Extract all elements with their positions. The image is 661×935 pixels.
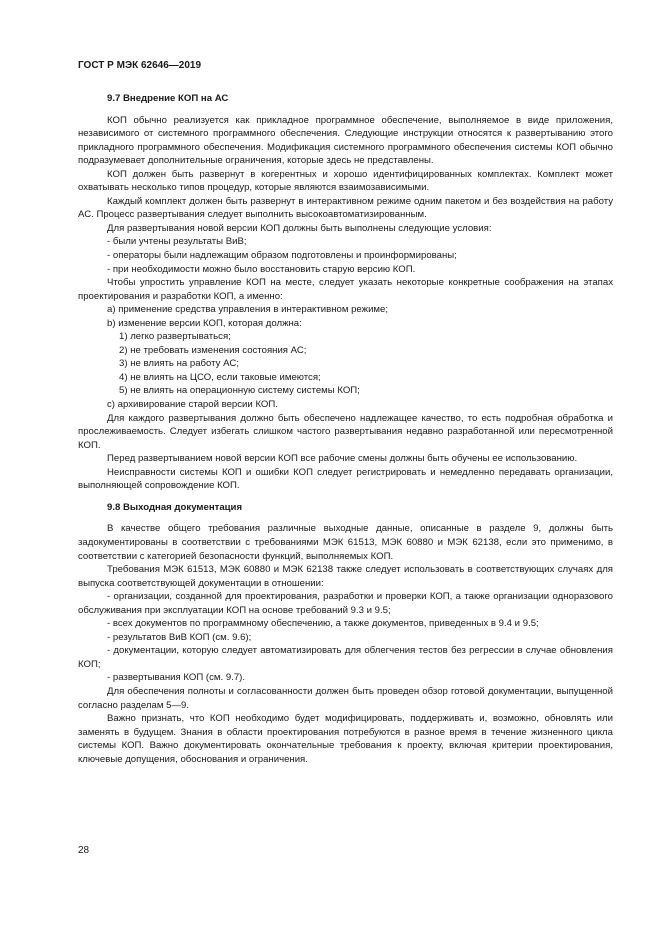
list-item: - результатов ВиВ КОП (см. 9.6); (107, 631, 252, 643)
sub-list-item: 3) не влиять на работу АС; (119, 358, 239, 370)
sub-list-item: 5) не влиять на операционную систему системы КОП; (119, 385, 360, 397)
list-item-c: c) архивирование старой версии КОП. (107, 399, 278, 411)
paragraph: Неисправности системы КОП и ошибки КОП следует регистрировать и немедленно передавать организации, выполняющей сопровождение КОП. (78, 466, 613, 492)
section-title-9-7: 9.7 Внедрение КОП на АС (107, 93, 229, 104)
list-item: - при необходимости можно было восстановить старую версию КОП. (107, 263, 416, 275)
paragraph: Требования МЭК 61513, МЭК 60880 и МЭК 62138 также следует использовать в соответствующих случаях для выпуска соответствующей документации в отношении: (78, 564, 613, 589)
list-item: - были учтены результаты ВиВ; (107, 236, 247, 248)
paragraph: КОП обычно реализуется как прикладное программное обеспечение, выполняемое в виде приложения, независимого от системного программного обеспечения. Следующие инструкции относятся к развертыванию этого прикладного программного обеспечения. Модификация системного программного обеспечения системы КОП обычно подразумевает дополнительные ограничения, которые здесь не представлены. (78, 114, 613, 167)
list-item: - развертывания КОП (см. 9.7). (107, 672, 246, 684)
page-number: 28 (78, 845, 90, 856)
document-header: ГОСТ Р МЭК 62646—2019 (78, 60, 202, 71)
paragraph: Перед развертыванием новой версии КОП все рабочие смены должны быть обучены ее использованию. (107, 453, 578, 465)
sub-list-item: 2) не требовать изменения состояния АС; (119, 344, 307, 356)
list-item: - документации, которую следует автоматизировать для облегчения тестов без регрессии в случае обновления КОП; (78, 645, 613, 670)
paragraph: Важно признать, что КОП необходимо будет модифицировать, поддерживать и, возможно, обновлять или заменять в будущем. Знания в области проектирования потребуются в разное время в течение жизненного цикла системы КОП. Важно документировать окончательные требования к проекту, включая критерии проектирования, ключевые допущения, обоснования и ограничения. (78, 713, 613, 765)
list-item: - операторы были надлежащим образом подготовлены и проинформированы; (107, 250, 457, 262)
list-item: - организации, созданной для проектирования, разработки и проверки КОП, а также организации одноразового обслуживания при эксплуатации КОП на основе требований 9.3 и 9.5; (78, 591, 613, 616)
paragraph: Для развертывания новой версии КОП должны быть выполнены следующие условия: (107, 222, 492, 234)
section-title-9-8: 9.8 Выходная документация (107, 501, 243, 513)
paragraph: КОП должен быть развернут в когерентных и хорошо идентифицированных комплектах. Комплект может охватывать несколько типов процедур, которые являются взаимозависимыми. (78, 168, 613, 194)
list-item-a: a) применение средства управления в интерактивном режиме; (107, 304, 389, 316)
list-item: - всех документов по программному обеспечению, а также документов, приведенных в 9.4 и 9.5; (107, 618, 539, 630)
list-item-b: b) изменение версии КОП, которая должна: (107, 317, 302, 329)
paragraph: Для каждого развертывания должно быть обеспечено надлежащее качество, то есть подробная обработка и прослеживаемость. Следует избегать слишком частого развертывания недавно разработанной или пересмотренной КОП. (78, 412, 613, 451)
paragraph: Чтобы упростить управление КОП на месте, следует указать некоторые конкретные соображения на этапах проектирования и разработки КОП, а именно: (78, 277, 613, 302)
paragraph: В качестве общего требования различные выходные данные, описанные в разделе 9, должны быть задокументированы в соответствии с требованиями МЭК 61513, МЭК 60880 и МЭК 62138, если это применимо, в соответствии с категорией безопасности функций, выполняемых КОП. (78, 523, 613, 562)
sub-list-item: 4) не влиять на ЦСО, если таковые имеются; (119, 371, 321, 383)
page-content (78, 59, 613, 766)
sub-list-item: 1) легко развертываться; (119, 331, 231, 343)
paragraph: Для обеспечения полноты и согласованности должен быть проведен обзор готовой документации, выпущенной согласно разделам 5—9. (78, 685, 613, 711)
paragraph: Каждый комплект должен быть развернут в интерактивном режиме одним пакетом и без воздействия на работу АС. Процесс развертывания следует выполнить высокоавтоматизированным. (78, 195, 613, 221)
